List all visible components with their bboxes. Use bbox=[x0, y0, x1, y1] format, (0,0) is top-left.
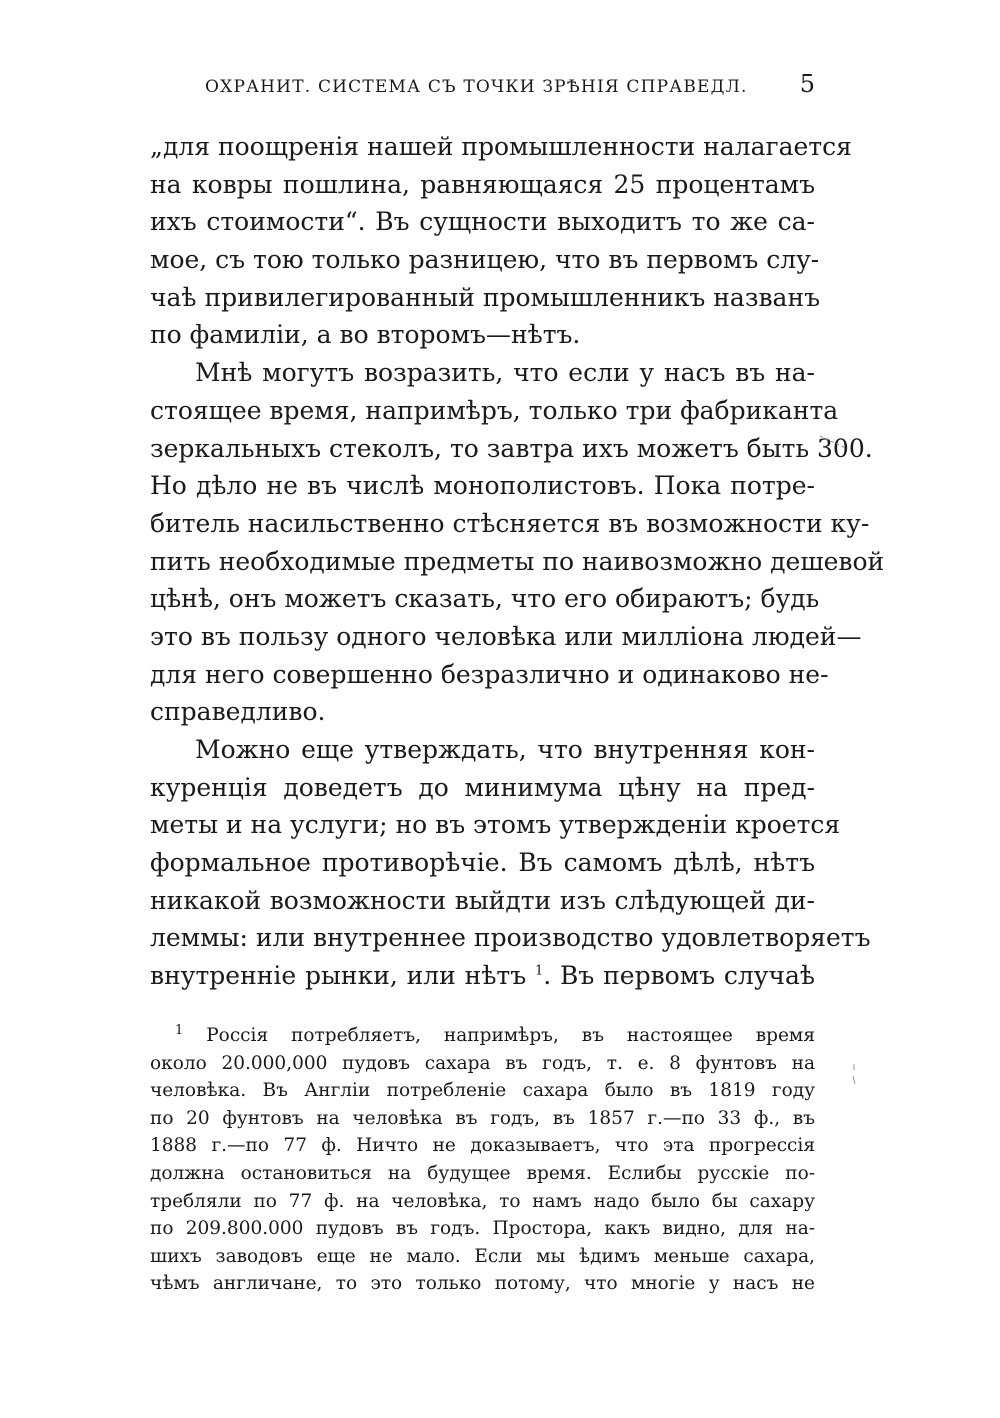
page-number: 5 bbox=[799, 70, 815, 98]
text-fragment: Россія потребляетъ, напримѣръ, въ настоящее время bbox=[206, 1025, 815, 1046]
footnote-line: требляли по 77 ф. на человѣка, то намъ надо было бы сахару bbox=[150, 1190, 815, 1212]
text-line: формальное противорѣчіе. Въ самомъ дѣлѣ, нѣтъ bbox=[150, 848, 815, 878]
text-line-with-footnote-ref bbox=[150, 957, 815, 995]
running-title: ОХРАНИТ. СИСТЕМА СЪ ТОЧКИ ЗРѢНІЯ СПРАВЕДЛ. bbox=[205, 77, 748, 97]
footnote-line: должна остановиться на будущее время. Еслибы русскіе по- bbox=[150, 1162, 815, 1184]
text-line: куренція доведетъ до минимума цѣну на пред- bbox=[150, 772, 815, 802]
footnote-block bbox=[150, 1022, 815, 1298]
text-line: для него совершенно безразлично и одинаково не- bbox=[150, 659, 829, 689]
text-line: справедливо. bbox=[150, 697, 326, 727]
text-line: никакой возможности выйдти изъ слѣдующей ди- bbox=[150, 885, 815, 915]
footnote-line: человѣка. Въ Англіи потребленіе сахара было въ 1819 году bbox=[150, 1080, 815, 1102]
text-line: пить необходимые предметы по наивозможно дешевой bbox=[150, 546, 885, 576]
footnote-line: по 209.800.000 пудовъ въ годъ. Простора, какъ видно, для на- bbox=[150, 1218, 815, 1240]
text-line: зеркальныхъ стеколъ, то завтра ихъ можетъ быть 300. bbox=[150, 433, 873, 463]
margin-pencil-mark bbox=[848, 1062, 860, 1088]
text-line: цѣнѣ, онъ можетъ сказать, что его обираютъ; будь bbox=[150, 584, 820, 614]
text-line: меты и на услуги; но въ этомъ утвержденіи кроется bbox=[150, 810, 841, 840]
footnote-line: около 20.000,000 пудовъ сахара въ годъ, т. е. 8 фунтовъ на bbox=[150, 1052, 815, 1074]
text-line: „для поощренія нашей промышленности налагается bbox=[150, 132, 852, 161]
text-line: Мнѣ могутъ возразить, что если у насъ въ на- bbox=[195, 358, 815, 388]
text-line: ихъ стоимости“. Въ сущности выходитъ то же са- bbox=[150, 207, 815, 237]
footnote-line: шихъ заводовъ еще не мало. Если мы ѣдимъ меньше сахара, bbox=[150, 1245, 815, 1267]
text-line: на ковры пошлина, равняющаяся 25 процентамъ bbox=[150, 169, 815, 199]
footnote-line: по 20 фунтовъ на человѣка въ годъ, въ 1857 г.—по 33 ф., въ bbox=[150, 1107, 815, 1129]
text-fragment: . Въ первомъ случаѣ bbox=[543, 961, 816, 991]
text-line: Но дѣло не въ числѣ монополистовъ. Пока потре- bbox=[150, 471, 815, 501]
footnote-line bbox=[150, 1022, 815, 1050]
text-line: чаѣ привилегированный промышленникъ названъ bbox=[150, 282, 821, 312]
running-header bbox=[205, 70, 815, 100]
footnote-marker: 1 bbox=[175, 1022, 184, 1038]
text-line: стоящее время, напримѣръ, только три фабриканта bbox=[150, 395, 839, 425]
footnote-line: 1888 г.—по 77 ф. Ничто не доказываетъ, что эта прогрессія bbox=[150, 1135, 815, 1157]
text-line: по фамиліи, а во второмъ—нѣтъ. bbox=[150, 320, 581, 350]
margin-pencil-mark bbox=[818, 432, 848, 452]
text-line: битель насильственно стѣсняется въ возможности ку- bbox=[150, 508, 870, 538]
text-line: Можно еще утверждать, что внутренняя кон- bbox=[195, 735, 815, 764]
main-text bbox=[150, 128, 885, 995]
footnote-line: чѣмъ англичане, то это только потому, что многіе у насъ не bbox=[150, 1273, 815, 1295]
text-fragment: внутренніе рынки, или нѣтъ bbox=[150, 961, 527, 991]
text-line: мое, съ тою только разницею, что въ первомъ слу- bbox=[150, 245, 820, 275]
footnote-reference: 1 bbox=[534, 963, 544, 979]
text-line: это въ пользу одного человѣка или милліона людей— bbox=[150, 621, 862, 651]
text-line: леммы: или внутреннее производство удовлетворяетъ bbox=[150, 923, 871, 953]
